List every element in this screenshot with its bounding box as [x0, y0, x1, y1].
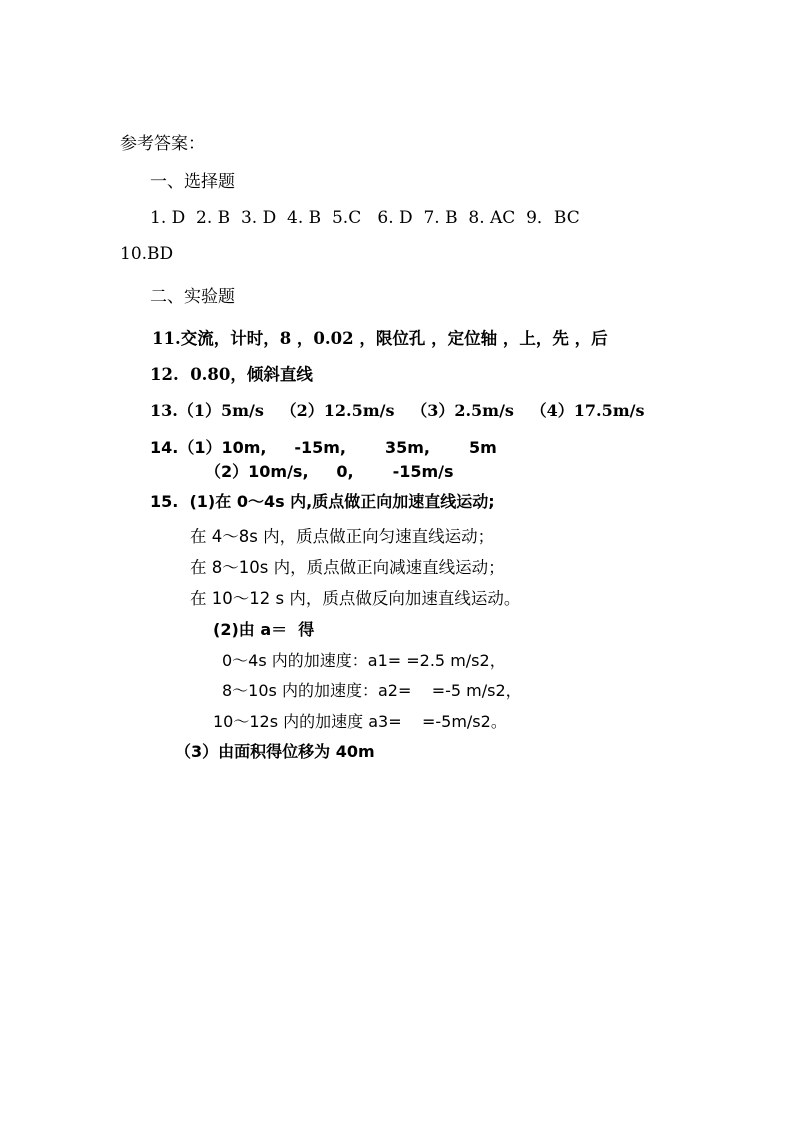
answer-q15-line6: 0～4s 内的加速度：a1= =2.5 m/s2， [222, 651, 506, 670]
page-title: 参考答案： [120, 134, 205, 154]
answer-q12: 12. 0.80，倾斜直线 [150, 365, 313, 384]
answer-q15-line2: 在 4～8s 内，质点做正向匀速直线运动； [190, 527, 495, 546]
section-heading-multiple-choice: 一、选择题 [150, 172, 235, 192]
answer-q14-part1: 14.（1）10m, -15m, 35m, 5m [150, 438, 497, 457]
answer-q15-line9: （3）由面积得位移为 40m [175, 742, 375, 761]
answer-q15-line1: 15. (1)在 0～4s 内,质点做正向加速直线运动; [150, 492, 495, 511]
answer-q14-part2: （2）10m/s, 0, -15m/s [205, 462, 454, 481]
section-heading-experiment: 二、实验题 [150, 287, 235, 307]
multiple-choice-answers: 1. D 2. B 3. D 4. B 5.C 6. D 7. B 8. AC 9．BC [150, 208, 580, 228]
answer-q15-line4: 在 10～12 s 内，质点做反向加速直线运动。 [190, 589, 521, 608]
answer-q15-line8: 10～12s 内的加速度 a3= =-5m/s2。 [213, 712, 507, 731]
multiple-choice-answers-continued: 10.BD [120, 244, 174, 264]
answer-q15-line7: 8～10s 内的加速度：a2= =-5 m/s2， [222, 681, 522, 700]
answer-q11: 11.交流，计时，8 ，0.02 ，限位孔 ，定位轴 ，上，先 ，后 [152, 329, 608, 348]
answer-q13: 13.（1）5m/s （2）12.5m/s （3）2.5m/s （4）17.5m/s [150, 401, 645, 420]
answer-q15-line3: 在 8～10s 内，质点做正向减速直线运动； [190, 558, 505, 577]
answer-q15-line5: (2)由 a＝ 得 [213, 620, 315, 639]
